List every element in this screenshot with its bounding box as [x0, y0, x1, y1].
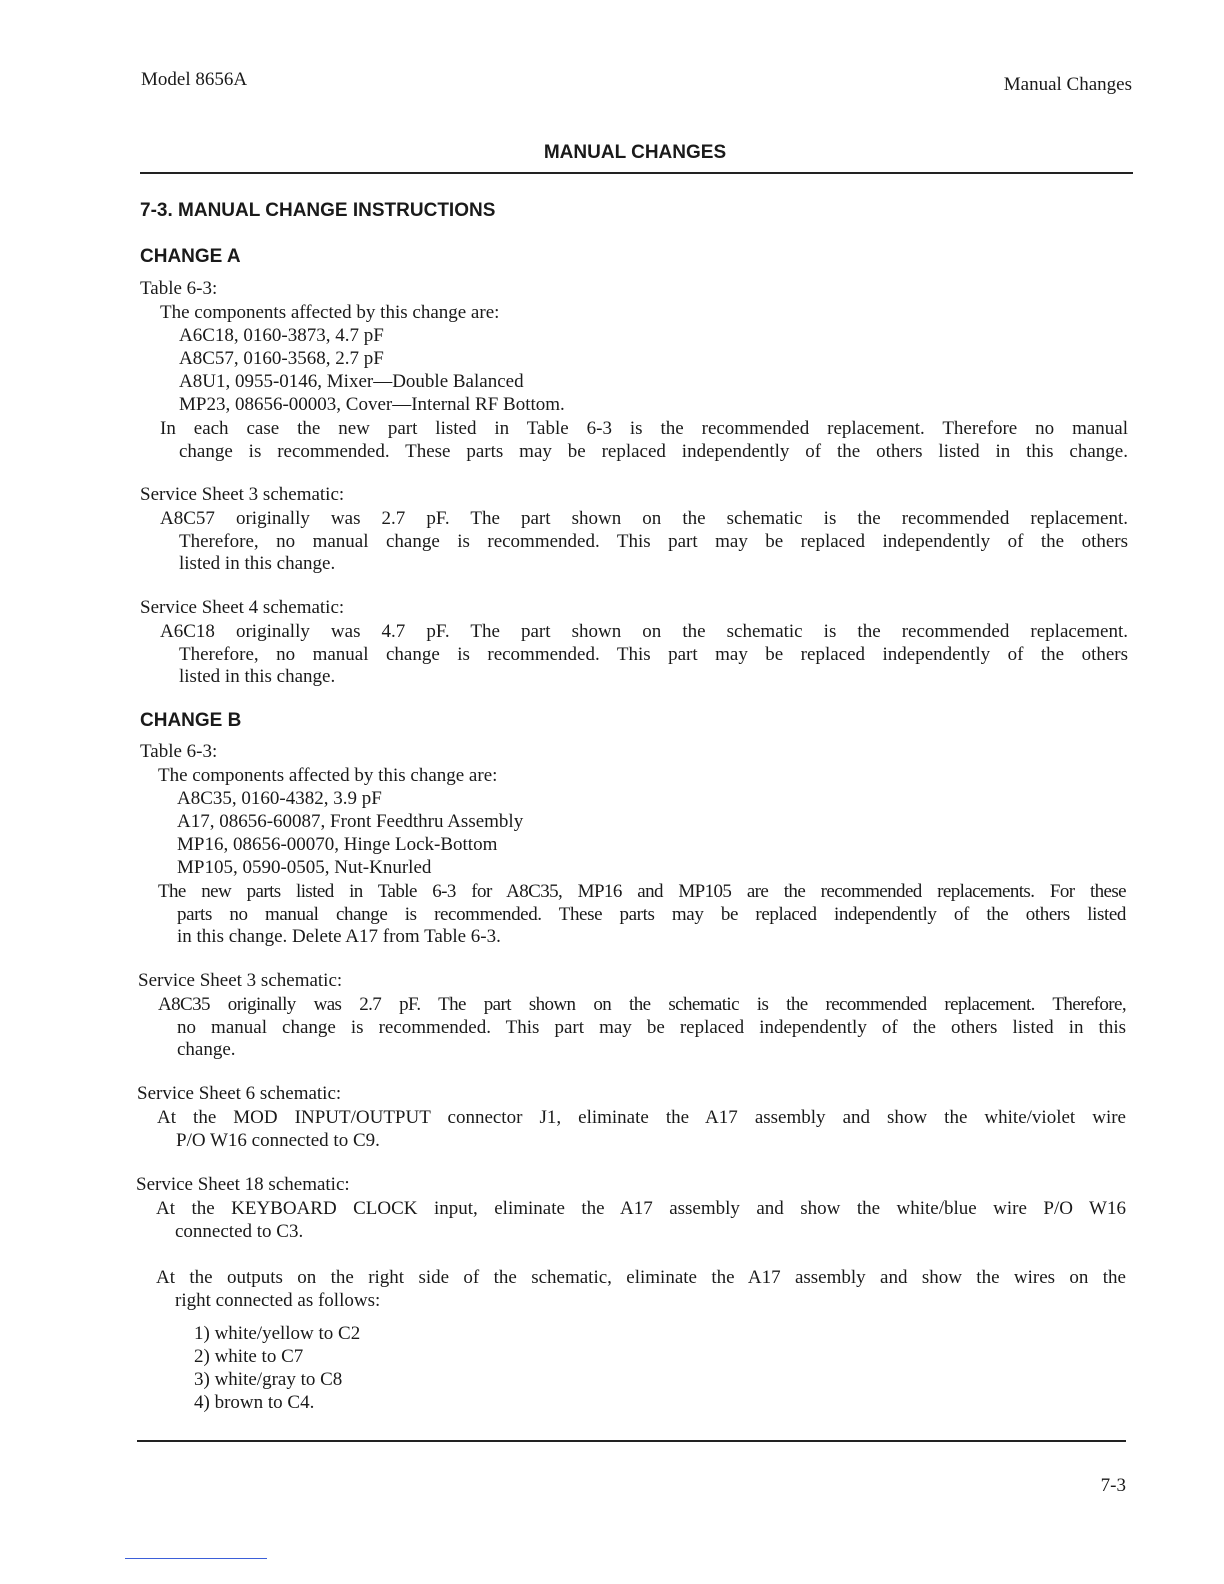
change-b-outputs-line-2: right connected as follows:: [175, 1290, 381, 1311]
list-item: A8C57, 0160-3568, 2.7 pF: [179, 348, 384, 369]
page-number: 7-3: [1100, 1475, 1126, 1496]
change-b-sheet18-line-2: connected to C3.: [175, 1221, 304, 1242]
change-b-sheet18-line-1: At the KEYBOARD CLOCK input, eliminate the A17 assembly and show the white/blue wire P/O W16: [156, 1198, 1126, 1219]
change-b-sheet3-label: Service Sheet 3 schematic:: [138, 970, 343, 991]
change-b-table-label: Table 6-3:: [140, 741, 218, 762]
bottom-rule: [137, 1440, 1126, 1442]
change-b-sheet6-line-1: At the MOD INPUT/OUTPUT connector J1, eliminate the A17 assembly and show the white/violet wire: [157, 1107, 1126, 1128]
change-b-note-line-2: parts no manual change is recommended. These parts may be replaced independently of the others listed: [177, 904, 1126, 925]
section-heading: 7-3. MANUAL CHANGE INSTRUCTIONS: [140, 200, 496, 221]
change-a-sheet4-line-2: Therefore, no manual change is recommended. This part may be replaced independently of the others: [179, 644, 1128, 665]
change-a-sheet3-line-3: listed in this change.: [179, 553, 336, 574]
title-rule: [140, 172, 1133, 174]
list-item: A6C18, 0160-3873, 4.7 pF: [179, 325, 384, 346]
change-b-sheet3-line-2: no manual change is recommended. This part may be replaced independently of the others listed in this: [177, 1017, 1126, 1038]
change-a-table-label: Table 6-3:: [140, 278, 218, 299]
change-b-note-line-3: in this change. Delete A17 from Table 6-3.: [177, 926, 501, 947]
page-title: MANUAL CHANGES: [543, 142, 727, 163]
change-a-sheet4-line-1: A6C18 originally was 4.7 pF. The part shown on the schematic is the recommended replacement.: [160, 621, 1128, 642]
list-item: 1) white/yellow to C2: [194, 1323, 361, 1344]
list-item: MP105, 0590-0505, Nut-Knurled: [177, 857, 432, 878]
change-b-sheet6-line-2: P/O W16 connected to C9.: [176, 1130, 380, 1151]
list-item: 2) white to C7: [194, 1346, 304, 1367]
change-a-note-line-1: In each case the new part listed in Table 6-3 is the recommended replacement. Therefore no manual: [160, 418, 1128, 439]
header-model: Model 8656A: [141, 69, 248, 90]
change-a-heading: CHANGE A: [140, 246, 241, 267]
change-a-sheet3-line-1: A8C57 originally was 2.7 pF. The part shown on the schematic is the recommended replacement.: [160, 508, 1128, 529]
change-b-sheet6-label: Service Sheet 6 schematic:: [137, 1083, 342, 1104]
change-a-components-intro: The components affected by this change are:: [160, 302, 500, 323]
change-b-sheet3-line-3: change.: [177, 1039, 236, 1060]
list-item: MP16, 08656-00070, Hinge Lock-Bottom: [177, 834, 498, 855]
change-a-note-line-2: change is recommended. These parts may be replaced independently of the others listed in this change.: [179, 441, 1128, 462]
list-item: 4) brown to C4.: [194, 1392, 315, 1413]
change-b-sheet18-label: Service Sheet 18 schematic:: [136, 1174, 350, 1195]
change-b-note-line-1: The new parts listed in Table 6-3 for A8C35, MP16 and MP105 are the recommended replacements. For these: [158, 881, 1126, 902]
change-a-sheet3-label: Service Sheet 3 schematic:: [140, 484, 345, 505]
header-section: Manual Changes: [1003, 74, 1132, 95]
change-b-heading: CHANGE B: [140, 710, 242, 731]
change-a-sheet4-label: Service Sheet 4 schematic:: [140, 597, 345, 618]
change-b-outputs-line-1: At the outputs on the right side of the schematic, eliminate the A17 assembly and show the wires on the: [156, 1267, 1126, 1288]
change-a-sheet3-line-2: Therefore, no manual change is recommended. This part may be replaced independently of the others: [179, 531, 1128, 552]
change-a-sheet4-line-3: listed in this change.: [179, 666, 336, 687]
change-b-components-intro: The components affected by this change are:: [158, 765, 498, 786]
list-item: A17, 08656-60087, Front Feedthru Assembly: [177, 811, 524, 832]
list-item: A8C35, 0160-4382, 3.9 pF: [177, 788, 382, 809]
scan-artifact-line: [125, 1558, 267, 1559]
list-item: A8U1, 0955-0146, Mixer—Double Balanced: [179, 371, 524, 392]
change-b-sheet3-line-1: A8C35 originally was 2.7 pF. The part shown on the schematic is the recommended replacement. Therefore,: [158, 994, 1126, 1015]
list-item: 3) white/gray to C8: [194, 1369, 343, 1390]
list-item: MP23, 08656-00003, Cover—Internal RF Bottom.: [179, 394, 565, 415]
